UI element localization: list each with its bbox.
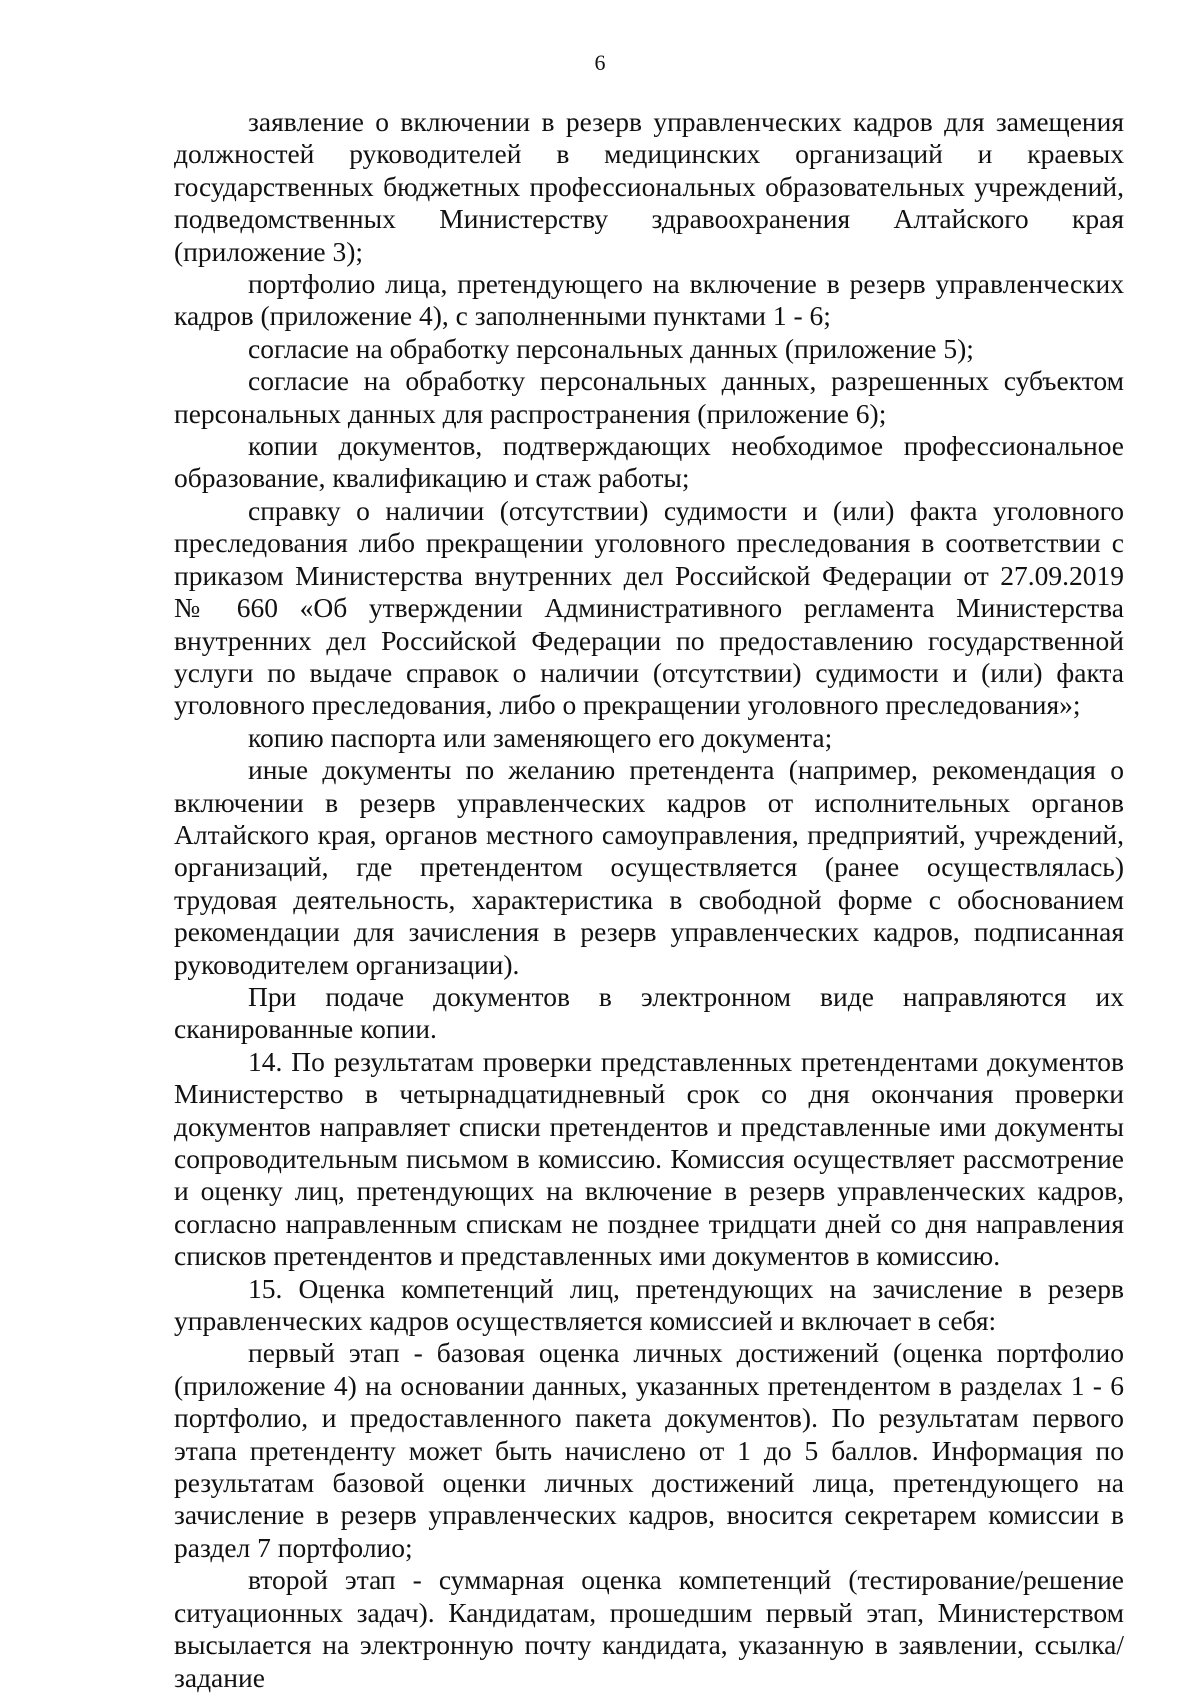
paragraph-item-14: 14. По результатам проверки представленных претендентами документов Министерство в четырнадцатидневный срок со дня окончания проверки документов направляет списки претендентов и представленные ими документы сопроводительным письмом в комиссию. Комиссия осуществляет рассмотрение и оценку лиц, претендующих на включение в резерв управленческих кадров, согласно направленным спискам не позднее тридцати дней со дня направления списков претендентов и представленных ими документов в комиссию. (174, 1045, 1124, 1272)
paragraph-application: заявление о включении в резерв управленческих кадров для замещения должностей руководителей в медицинских организаций и краевых государственных бюджетных профессиональных образовательных учреждений, подведомственных Министерству здравоохранения Алтайского края (приложение 3); (174, 106, 1124, 267)
document-body (174, 106, 1124, 1694)
paragraph-criminal-record-certificate: справку о наличии (отсутствии) судимости и (или) факта уголовного преследования либо прекращении уголовного преследования в соответствии с приказом Министерства внутренних дел Российской Федерации от 27.09.2019 № 660 «Об утверждении Административного регламента Министерства внутренних дел Российской Федерации по предоставлению государственной услуги по выдаче справок о наличии (отсутствии) судимости и (или) факта уголовного преследования, либо о прекращении уголовного преследования»; (174, 494, 1124, 721)
paragraph-second-stage: второй этап - суммарная оценка компетенций (тестирование/решение ситуационных задач). Кандидатам, прошедшим первый этап, Министерством высылается на электронную почту кандидата, указанную в заявлении, ссылка/задание (174, 1564, 1124, 1693)
paragraph-consent-distribution: согласие на обработку персональных данных, разрешенных субъектом персональных данных для распространения (приложение 6); (174, 365, 1124, 429)
page-number: 6 (594, 50, 606, 75)
paragraph-electronic-submission: При подаче документов в электронном виде направляются их сканированные копии. (174, 980, 1124, 1045)
paragraph-passport-copy: копию паспорта или заменяющего его документа; (248, 721, 833, 753)
paragraph-education-copies: копии документов, подтверждающих необходимое профессиональное образование, квалификацию и стаж работы; (174, 430, 1124, 494)
paragraph-other-documents: иные документы по желанию претендента (например, рекомендация о включении в резерв управленческих кадров от исполнительных органов Алтайского края, органов местного самоуправления, предприятий, учреждений, организаций, где претендентом осуществляется (ранее осуществлялась) трудовая деятельность, характеристика в свободной форме с обоснованием рекомендации для зачисления в резерв управленческих кадров, подписанная руководителем организации). (174, 754, 1124, 980)
paragraph-item-15: 15. Оценка компетенций лиц, претендующих на зачисление в резерв управленческих кадров осуществляется комиссией и включает в себя: (174, 1272, 1124, 1337)
paragraph-first-stage: первый этап - базовая оценка личных достижений (оценка портфолио (приложение 4) на основании данных, указанных претендентом в разделах 1 - 6 портфолио, и предоставленного пакета документов). По результатам первого этапа претенденту может быть начислено от 1 до 5 баллов. Информация по результатам базовой оценки личных достижений лица, претендующего на зачисление в резерв управленческих кадров, вносится секретарем комиссии в раздел 7 портфолио; (174, 1337, 1124, 1563)
paragraph-consent-personal-data: согласие на обработку персональных данных (приложение 5); (248, 332, 974, 364)
paragraph-portfolio: портфолио лица, претендующего на включение в резерв управленческих кадров (приложение 4), с заполненными пунктами 1 - 6; (174, 268, 1124, 332)
